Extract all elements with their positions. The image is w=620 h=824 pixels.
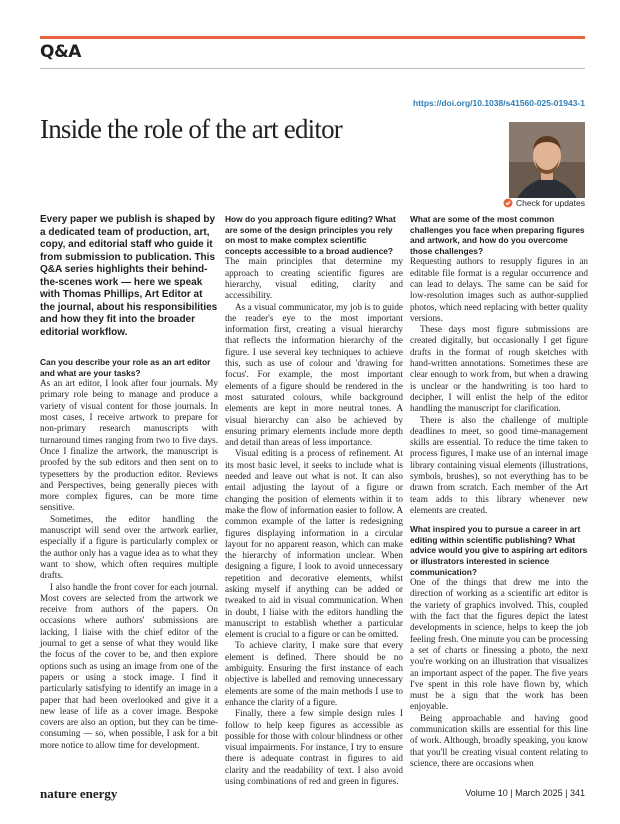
question-career: What inspired you to pursue a career in art editing within scientific publishing? What advice would you give to aspiring art editors or illustrators interested in science communication? <box>410 524 588 577</box>
standfirst: Every paper we publish is shaped by a dedicated team of production, art, copy, and editorial staff who guide it from submission to publication. This Q&A series highlights their behind-the-scenes work — here we speak with Thomas Phillips, Art Editor at the journal, about his responsibilities and how they fit into the broader editorial workflow. <box>40 214 218 338</box>
answer-paragraph: These days most figure submissions are created digitally, but occasionally I get figure drafts in the format of rough sketches with hand-written annotations. Sometimes these are clear enough to work from, but when a drawing is unclear or the handwriting is too hard to decipher, I will enlist the help of the editor handling the manuscript for clarification. <box>410 324 588 414</box>
doi-link[interactable]: https://doi.org/10.1038/s41560-025-01943-1 <box>413 98 585 108</box>
answer-paragraph: There is also the challenge of multiple deadlines to meet, so good time-management skills are essential. To reduce the time taken to process figures, I make use of an internal image library containing visual elements (illustrations, symbols, brushes), so not everything has to be drawn from scratch. Each member of the Art team adds to this library whenever new elements are created. <box>410 414 588 515</box>
accent-rule <box>40 36 585 39</box>
article-title: Inside the role of the art editor <box>40 114 342 144</box>
column-right <box>410 214 588 774</box>
author-portrait <box>509 122 585 198</box>
header-divider <box>40 68 585 69</box>
check-updates-icon <box>503 198 513 208</box>
answer-paragraph: Being approachable and having good communication skills are essential for this line of work. Although, broadly speaking, you know that you'll be creating visual content relating to science, there are occasions when <box>410 712 588 768</box>
answer-paragraph: Finally, there a few simple design rules I follow to help keep figures as accessible as possible for those with colour blindness or other visual impairments. For instance, I try to ensure there is adequate contrast in figures to aid clarity and the readability of text. I also avoid using combinations of red and green in figures. <box>225 708 403 787</box>
answer-paragraph: I also handle the front cover for each journal. Most covers are selected from the artwork we receive from authors of the papers. On occasions where authors' submissions are lacking, I liaise with the chief editor of the journal to get a sense of what they would like the focus of the cover to be, and then explore options such as using an image from one of the papers or using a stock image. I find it particularly satisfying to identify an image in a paper that had been overlooked and give it a new lease of life as a cover image. Bespoke covers are also an option, but they can be time-consuming — so, when possible, I ask for a bit more notice to allow time for development. <box>40 581 218 750</box>
answer-paragraph: The main principles that determine my approach to creating scientific figures are hierarchy, visual editing, clarity and accessibility. <box>225 256 403 301</box>
question-role: Can you describe your role as an art editor and what are your tasks? <box>40 357 211 378</box>
answer-paragraph: One of the things that drew me into the direction of working as a scientific art editor is the variety of graphics involved. This, coupled with the fact that the figures depict the latest developments in science, helps to keep the job feeling fresh. One minute you can be processing a set of charts or finessing a photo, the next you're working on an illustration that visualizes an important aspect of the paper. The five years I've spent in this role have flown by, which must be a sign that the work has been enjoyable. <box>410 577 588 712</box>
journal-name: nature energy <box>40 786 118 801</box>
answer-paragraph: Requesting authors to resupply figures in an editable file format is a regular occurrence and can lead to delays. The same can be said for low-resolution images such as author-supplied photos, which need replacing with better quality versions. <box>410 256 588 323</box>
column-middle <box>225 214 403 787</box>
question-challenges: What are some of the most common challenges you face when preparing figures and artwork, and how do you overcome those challenges? <box>410 214 585 256</box>
check-updates-label: Check for updates <box>516 198 585 208</box>
answer-paragraph: Visual editing is a process of refinement. At its most basic level, it seeks to include what is needed and leave out what is not. It can also entail adjusting the layout of a figure or changing the position of elements within it to make the flow of information easier to follow. A common example of the latter is redesigning figures displaying information in a circular layout for no apparent reason, which can make the hierarchy of information unclear. When designing a figure, I look to avoid unnecessary repetition and decorative elements, whilst asking myself if anything can be added or tweaked to aid in visual communication. When in doubt, I liaise with the editors handling the manuscript to establish whether a particular element is crucial to a figure or can be omitted. <box>225 448 403 640</box>
section-label: Q&A <box>40 42 81 62</box>
column-left <box>40 214 218 774</box>
answer-paragraph: As an art editor, I look after four journals. My primary role being to manage and produce a variety of visual content for those journals. In most cases, I receive artwork to prepare for non-primary research manuscripts with turnaround times ranging from two to five days. Once I finalize the artwork, the manuscript is proofed by the sub editors and then sent on to typesetters by the production editor. Reviews and Perspectives, being generally pieces with more complex figures, can be more time sensitive. <box>40 378 218 513</box>
answer-paragraph: As a visual communicator, my job is to guide the reader's eye to the most important information first, creating a visual hierarchy that reflects the information hierarchy of the figure. I use several key techniques to achieve this, such as use of colour and 'drawing for focus'. For example, the most important elements of a figure should be rendered in the most saturated colours, while background elements are kept in more neutral tones. A visual hierarchy can also be achieved by ensuring primary elements include more depth and detail than areas of less importance. <box>225 301 403 448</box>
answer-paragraph: Sometimes, the editor handling the manuscript will send over the artwork earlier, especially if a figure is particularly complex or the author only has a vague idea as to what they want to show, which often requires multiple drafts. <box>40 513 218 581</box>
check-for-updates-button[interactable] <box>503 198 585 208</box>
volume-issue-page: Volume 10 | March 2025 | 341 <box>465 788 585 798</box>
answer-paragraph: To achieve clarity, I make sure that every element is defined. There should be no ambiguity. Ensuring the first instance of each objective is labelled and removing unnecessary elements are some of the main methods I use to enhance the clarity of a figure. <box>225 640 403 707</box>
question-figure-editing: How do you approach figure editing? What are some of the design principles you rely on most to make complex scientific concepts accessible to a broad audience? <box>225 214 396 256</box>
